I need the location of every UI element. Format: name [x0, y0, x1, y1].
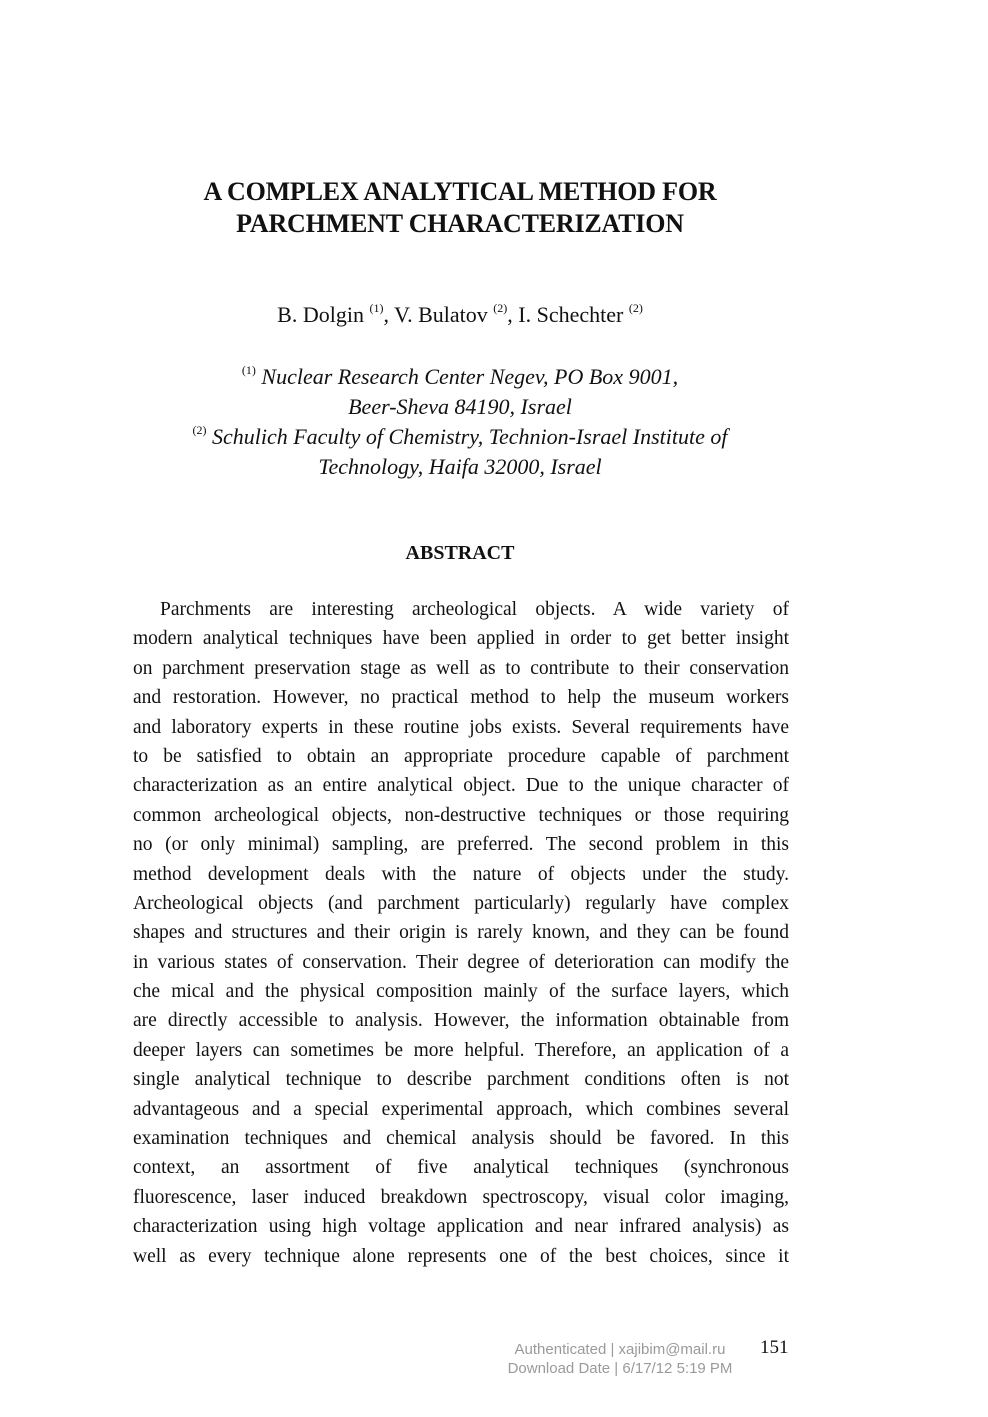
abstract-line: to be satisfied to obtain an appropriate procedure capable of parchment — [133, 745, 789, 767]
affiliation-line — [0, 422, 920, 452]
abstract-line: Parchments are interesting archeological objects. A wide variety of — [160, 599, 789, 620]
abstract-line: context, an assortment of five analytical techniques (synchronous — [133, 1157, 789, 1179]
abstract-line: fluorescence, laser induced breakdown spectroscopy, visual color imaging, — [133, 1186, 789, 1208]
abstract-line: modern analytical techniques have been applied in order to get better insight — [133, 628, 789, 650]
abstract-line: method development deals with the nature of objects under the study. — [133, 863, 789, 885]
author-list — [0, 300, 920, 330]
abstract-line: characterization as an entire analytical object. Due to the unique character of — [133, 775, 789, 797]
abstract-line: shapes and structures and their origin is rarely known, and they can be found — [133, 922, 789, 944]
author-name: B. Dolgin — [277, 302, 364, 327]
page-number: 151 — [760, 1337, 789, 1358]
download-watermark — [470, 1340, 770, 1378]
abstract-line: single analytical technique to describe parchment conditions often is not — [133, 1069, 789, 1091]
affiliation-text: Schulich Faculty of Chemistry, Technion-Israel Institute of — [211, 424, 728, 449]
affiliation-text: Nuclear Research Center Negev, PO Box 9001, — [261, 364, 679, 389]
affiliation-marker: (2) — [493, 301, 508, 315]
affiliations — [0, 362, 920, 482]
affiliation-marker: (1) — [241, 363, 256, 377]
abstract-line: characterization using high voltage application and near infrared analysis) as — [133, 1216, 789, 1238]
affiliation-line — [0, 362, 920, 392]
abstract-line: examination techniques and chemical analysis should be favored. In this — [133, 1128, 789, 1150]
abstract-line: no (or only minimal) sampling, are preferred. The second problem in this — [133, 834, 789, 856]
author-separator: , — [383, 302, 395, 327]
abstract-line: and restoration. However, no practical method to help the museum workers — [133, 687, 789, 709]
abstract-line: common archeological objects, non-destructive techniques or those requiring — [133, 804, 789, 826]
abstract-line: and laboratory experts in these routine jobs exists. Several requirements have — [133, 716, 789, 738]
abstract-line: che mical and the physical composition mainly of the surface layers, which — [133, 981, 789, 1003]
abstract-line: on parchment preservation stage as well as to contribute to their conservation — [133, 657, 789, 679]
abstract-line: deeper layers can sometimes be more helpful. Therefore, an application of a — [133, 1039, 789, 1061]
abstract-line: Archeological objects (and parchment particularly) regularly have complex — [133, 892, 789, 914]
affiliation-marker: (1) — [369, 301, 384, 315]
watermark-line: Authenticated | xajibim@mail.ru — [514, 1341, 726, 1358]
author-name: I. Schechter — [518, 302, 624, 327]
affiliation-marker: (2) — [628, 301, 643, 315]
abstract-body — [133, 595, 789, 1271]
abstract-line: in various states of conservation. Their degree of deterioration can modify the — [133, 951, 789, 973]
affiliation-line: Beer-Sheva 84190, Israel — [348, 394, 572, 419]
watermark-line: Download Date | 6/17/12 5:19 PM — [507, 1360, 733, 1377]
paper-title — [0, 176, 920, 240]
affiliation-marker: (2) — [192, 423, 207, 437]
author-separator: , — [507, 302, 519, 327]
abstract-line: are directly accessible to analysis. However, the information obtainable from — [133, 1010, 789, 1032]
author-name: V. Bulatov — [394, 302, 488, 327]
affiliation-line: Technology, Haifa 32000, Israel — [318, 454, 602, 479]
title-line: PARCHMENT CHARACTERIZATION — [236, 209, 684, 238]
abstract-heading: ABSTRACT — [405, 542, 515, 564]
abstract-line: advantageous and a special experimental approach, which combines several — [133, 1098, 789, 1120]
abstract-line: well as every technique alone represents one of the best choices, since it — [133, 1245, 789, 1267]
title-line: A COMPLEX ANALYTICAL METHOD FOR — [203, 177, 717, 206]
